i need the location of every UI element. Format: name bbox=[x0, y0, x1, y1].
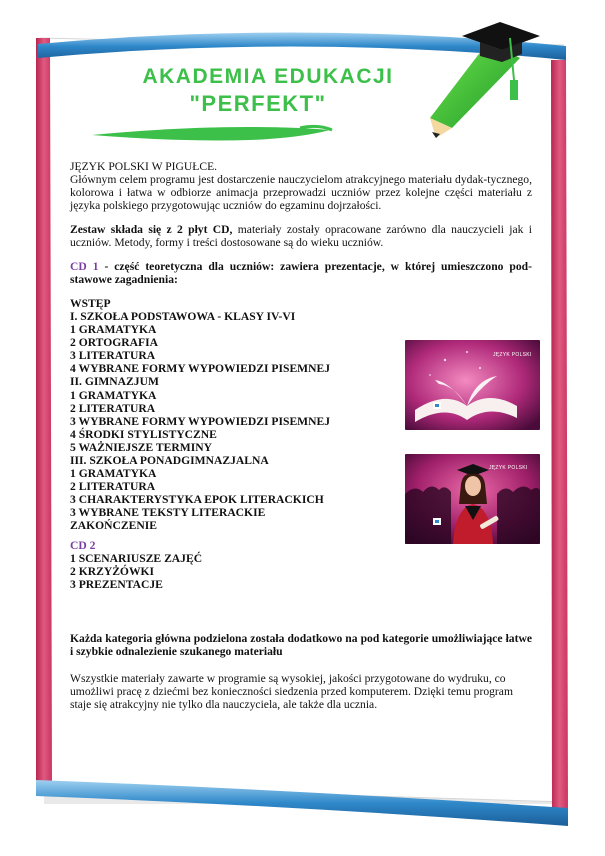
list-item: 3 WYBRANE TEKSTY LITERACKIE bbox=[70, 506, 266, 520]
cd1-description bbox=[70, 260, 532, 286]
set-info bbox=[70, 223, 532, 249]
brand-title bbox=[118, 64, 418, 118]
list-item: 4 ŚRODKI STYLISTYCZNE bbox=[70, 427, 217, 441]
list-item: 1 GRAMATYKA bbox=[70, 323, 157, 337]
list-item: 1 GRAMATYKA bbox=[70, 467, 157, 481]
cd-cover-graduate-image bbox=[405, 454, 540, 544]
cd1-label: CD 1 bbox=[70, 259, 99, 273]
cd2-contents-list bbox=[70, 539, 532, 591]
set-info-rest: materiały zostały opracowane zarówno dla nauczycieli jak i uczniów. Metody, formy i treści dostosowane są do wieku uczniów. bbox=[70, 222, 533, 249]
list-item: 2 LITERATURA bbox=[70, 401, 156, 415]
list-item: 5 WAŻNIEJSZE TERMINY bbox=[70, 440, 212, 454]
list-item: 1 SCENARIUSZE ZAJĘĆ bbox=[70, 551, 203, 565]
cover-title: JĘZYK POLSKI bbox=[489, 465, 528, 471]
category-note: Każda kategoria główna podzielona została dodatkowo na pod kategorie umożliwiające łatwe i szybkie odnalezienie szukanego materiału bbox=[70, 632, 532, 658]
list-item: 1 GRAMATYKA bbox=[70, 388, 157, 402]
list-item: ZAKOŃCZENIE bbox=[70, 519, 157, 533]
cd2-label: CD 2 bbox=[70, 538, 96, 552]
list-item: WSTĘP bbox=[70, 296, 111, 310]
list-item: 3 LITERATURA bbox=[70, 349, 156, 363]
list-item: 3 PREZENTACJE bbox=[70, 577, 163, 591]
list-item: 3 WYBRANE FORMY WYPOWIEDZI PISEMNEJ bbox=[70, 414, 331, 428]
list-item: II. GIMNAZJUM bbox=[70, 375, 159, 389]
cover-title: JĘZYK POLSKI bbox=[493, 352, 532, 358]
list-item: 2 LITERATURA bbox=[70, 480, 156, 494]
closing-paragraph: Wszystkie materiały zawarte w programie są wysokiej, jakości przygotowane do wydruku, co umożliwi pracę z dziećmi bez konieczności siedzenia przed komputerem. Dzięki temu program staje się atrakcyjny nie tylko dla nauczyciela, ale także dla ucznia. bbox=[70, 672, 513, 711]
intro-heading: JĘZYK POLSKI W PIGUŁCE. bbox=[70, 160, 218, 173]
intro-body: Głównym celem programu jest dostarczenie nauczycielom atrakcyjnego materiału dydak-tycznego, kolorowa i łatwa w odbiorze animacja przeprowadzi uczniów przez kolejne części materiału z języka polskiego przygotowując uczniów do egzaminu dojrzałości. bbox=[70, 172, 532, 212]
cd-cover-book-image bbox=[405, 340, 540, 430]
list-item: 2 ORTOGRAFIA bbox=[70, 336, 158, 350]
brand-line-1: AKADEMIA EDUKACJI bbox=[142, 65, 394, 88]
list-item: III. SZKOŁA PONADGIMNAZJALNA bbox=[70, 454, 269, 467]
list-item: I. SZKOŁA PODSTAWOWA - KLASY IV-VI bbox=[70, 309, 296, 323]
cd1-text: - część teoretyczna dla uczniów: zawiera prezentacje, w której umieszczono pod-stawowe zagadnienia: bbox=[70, 259, 532, 286]
set-info-bold: Zestaw składa się z 2 płyt CD, bbox=[70, 222, 233, 236]
list-item: 3 CHARAKTERYSTYKA EPOK LITERACKICH bbox=[70, 493, 324, 507]
list-item: 4 WYBRANE FORMY WYPOWIEDZI PISEMNEJ bbox=[70, 362, 331, 376]
brand-line-2: "PERFEKT" bbox=[189, 91, 327, 117]
list-item: 2 KRZYŻÓWKI bbox=[70, 564, 155, 578]
